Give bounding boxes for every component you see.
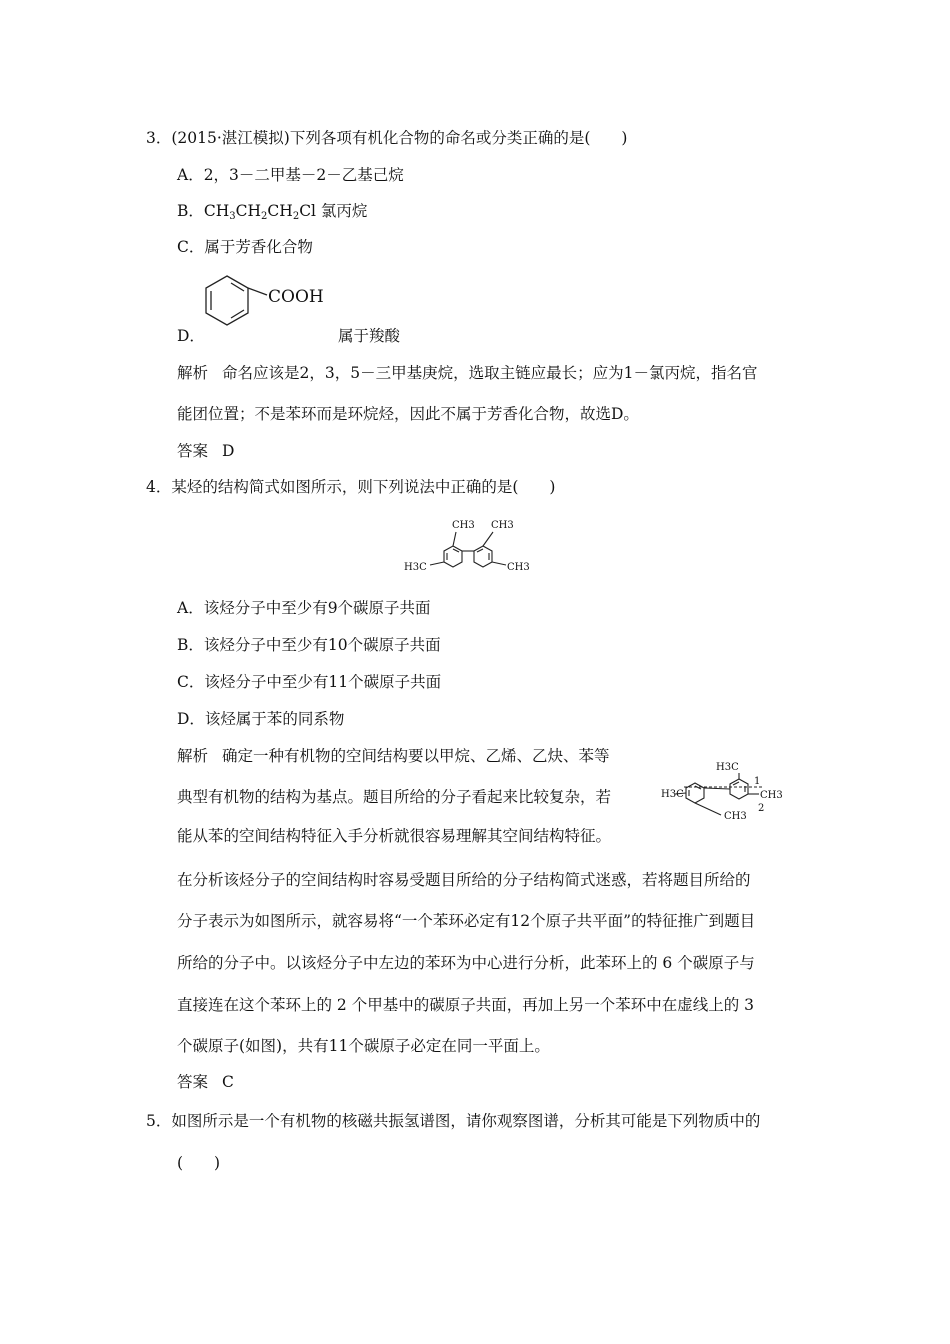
q3-option-b-prefix: B．CH <box>177 202 230 220</box>
q4-analysis-label: 解析 <box>177 747 209 765</box>
q4-para-line5: 个碳原子(如图)，共有11个碳原子必定在同一平面上。 <box>177 1037 550 1055</box>
q3-stem: 3．(2015·湛江模拟)下列各项有机化合物的命名或分类正确的是( ) <box>146 129 628 147</box>
q4-fig2-num-2: 2 <box>758 803 765 814</box>
benzoic-acid-structure <box>198 272 348 336</box>
q3-option-a: A．2，3－二甲基－2－乙基己烷 <box>177 166 404 184</box>
q4-option-d: D．该烃属于苯的同系物 <box>177 710 345 728</box>
q3-answer-value: D <box>222 442 235 460</box>
q5-stem: 5．如图所示是一个有机物的核磁共振氢谱图，请你观察图谱，分析其可能是下列物质中的 <box>146 1112 761 1130</box>
q3-option-b-sub1: 3 <box>229 211 236 222</box>
q3-answer <box>177 441 234 461</box>
q4-fig2-num-1: 1 <box>754 776 761 787</box>
q3-analysis-line1 <box>177 363 757 383</box>
q4-mol-ch3-top-left: CH3 <box>452 520 475 531</box>
q4-fig2-h3c-left: H3C <box>661 789 684 800</box>
q3-analysis-text1: 命名应该是2，3，5－三甲基庚烷，选取主链应最长；应为1－氯丙烷，指名官 <box>222 364 758 382</box>
q4-answer <box>177 1072 234 1092</box>
q5-paren: ( ) <box>177 1154 221 1172</box>
q4-answer-value: C <box>222 1073 234 1091</box>
q4-para-line2: 分子表示为如图所示，就容易将“一个苯环必定有12个原子共平面”的特征推广到题目 <box>177 912 756 930</box>
q3-option-b <box>177 201 367 221</box>
q3-option-b-mid1: CH <box>235 202 262 220</box>
q4-para-line3: 所给的分子中。以该烃分子中左边的苯环为中心进行分析，此苯环上的 6 个碳原子与 <box>177 954 755 972</box>
q4-figure-2-planar-structure <box>660 755 810 823</box>
q3-option-c: C．属于芳香化合物 <box>177 238 313 256</box>
q3-option-b-sub3: 2 <box>292 211 300 222</box>
q4-para-line4: 直接连在这个苯环上的 2 个甲基中的碳原子共面，再加上另一个苯环中在虚线上的 3 <box>177 996 755 1014</box>
q3-option-b-suffix: Cl 氯丙烷 <box>299 202 368 220</box>
q4-analysis-text1: 确定一种有机物的空间结构要以甲烷、乙烯、乙炔、苯等 <box>222 747 610 765</box>
q4-fig2-h3c-top: H3C <box>716 762 739 773</box>
q3-option-b-sub2: 2 <box>261 211 268 222</box>
q4-analysis-line2: 典型有机物的结构为基点。题目所给的分子看起来比较复杂，若 <box>177 788 612 806</box>
benzene-ring-shape <box>206 276 248 325</box>
q4-option-c: C．该烃分子中至少有11个碳原子共面 <box>177 673 442 691</box>
q3-option-b-mid2: CH <box>267 202 293 220</box>
q4-stem: 4．某烃的结构简式如图所示，则下列说法中正确的是( ) <box>146 478 556 496</box>
q3-analysis-line2: 能团位置；不是苯环而是环烷烃，因此不属于芳香化合物，故选D。 <box>177 405 639 423</box>
q4-fig2-ch3-right: CH3 <box>760 790 783 801</box>
q4-mol-ch3-right: CH3 <box>507 562 530 573</box>
q4-option-a: A．该烃分子中至少有9个碳原子共面 <box>177 599 431 617</box>
q3-option-d-group: COOH <box>268 287 324 307</box>
q3-answer-label: 答案 <box>177 442 209 460</box>
q3-option-d-label: D． <box>177 327 205 345</box>
q3-option-d-text: 属于羧酸 <box>338 327 401 345</box>
q4-option-b: B．该烃分子中至少有10个碳原子共面 <box>177 636 441 654</box>
q4-para-line1: 在分析该烃分子的空间结构时容易受题目所给的分子结构简式迷惑，若将题目所给的 <box>177 871 751 889</box>
q4-answer-label: 答案 <box>177 1073 209 1091</box>
q4-mol-h3c-left: H3C <box>404 562 427 573</box>
q4-fig2-ch3-bottom: CH3 <box>724 811 747 822</box>
q4-analysis-line1 <box>177 746 610 766</box>
q4-analysis-line3: 能从苯的空间结构特征入手分析就很容易理解其空间结构特征。 <box>177 827 612 845</box>
q3-analysis-label: 解析 <box>177 364 209 382</box>
q4-mol-ch3-top-right: CH3 <box>491 520 514 531</box>
q4-molecule-structure <box>400 510 550 580</box>
